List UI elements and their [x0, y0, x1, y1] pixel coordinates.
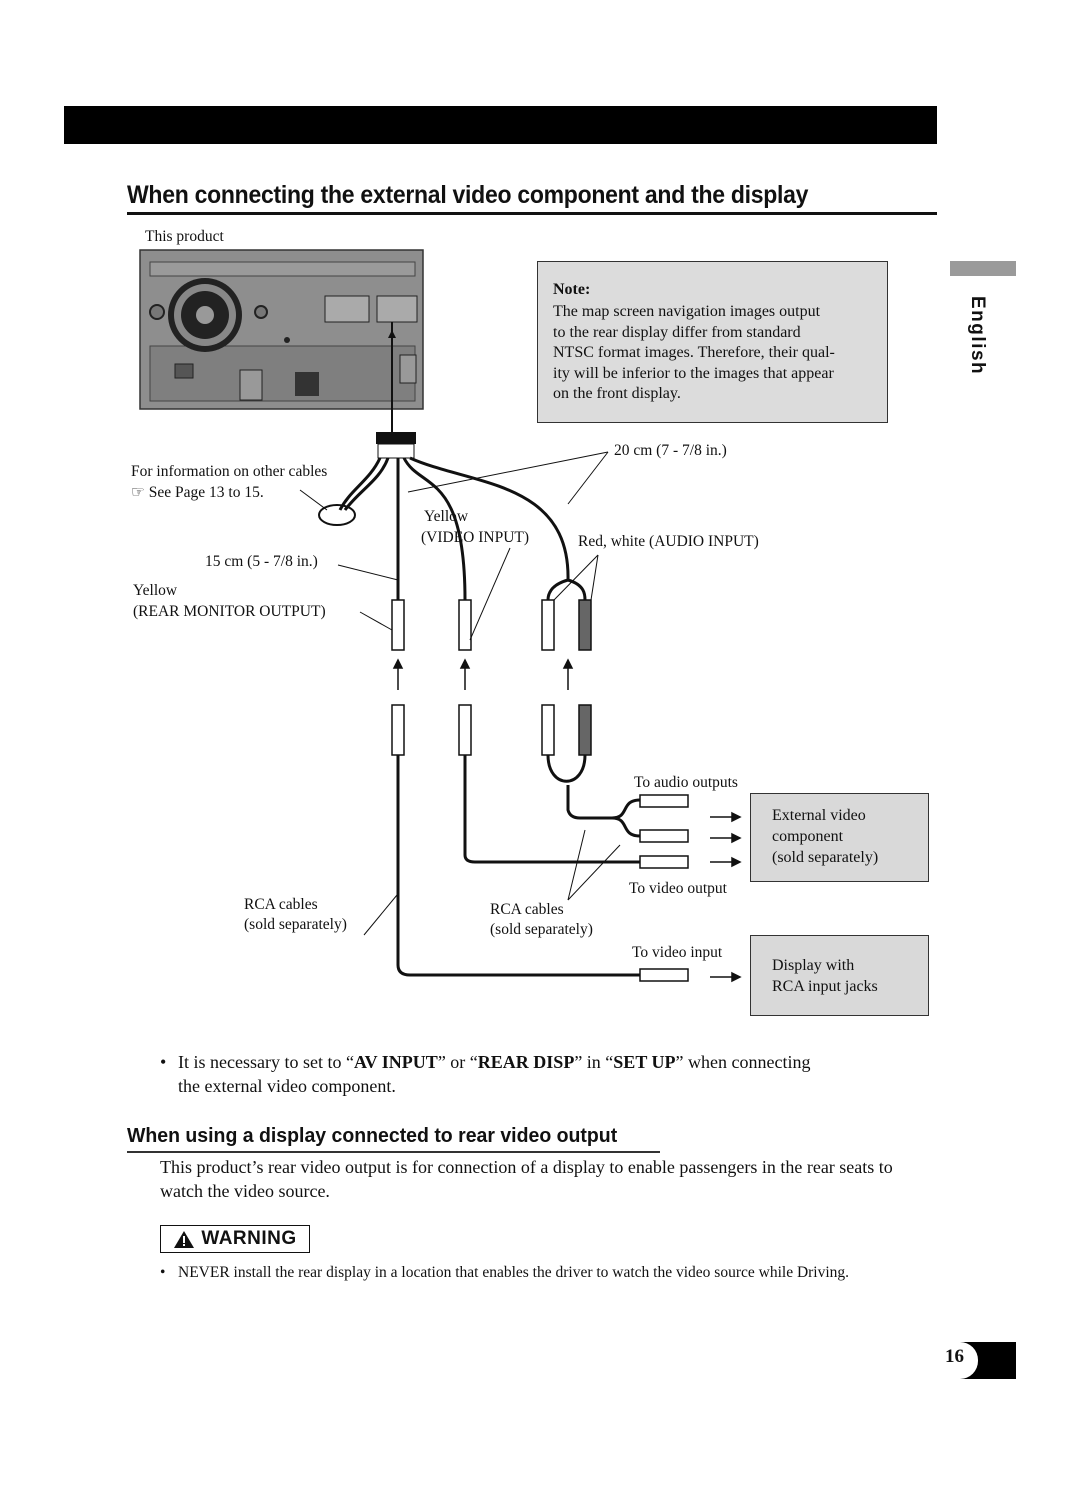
page-title: When connecting the external video component and the display [127, 181, 809, 209]
this-product-label: This product [145, 228, 224, 245]
other-cables-label: For information on other cables [131, 463, 328, 480]
video-input-color-label: Yellow [424, 508, 469, 525]
cable-length-15-label: 15 cm (5 - 7/8 in.) [205, 553, 318, 570]
warning-text: NEVER install the rear display in a location that enables the driver to watch the video source while Driving. [178, 1264, 850, 1281]
to-audio-outputs-label: To audio outputs [634, 774, 738, 791]
cable-length-20-label: 20 cm (7 - 7/8 in.) [614, 442, 727, 459]
page-number: 16 [945, 1346, 964, 1367]
section-title-rear-video: When using a display connected to rear video output [127, 1124, 618, 1147]
rear-monitor-label: (REAR MONITOR OUTPUT) [133, 603, 326, 620]
rear-video-paragraph: This product’s rear video output is for connection of a display to enable passengers in the rear seats to watch the video source. [160, 1157, 893, 1201]
language-label: English [967, 296, 988, 376]
bullet-dot: • [160, 1052, 167, 1072]
rca-cables-mid-label: RCA cables (sold separately) [490, 901, 593, 938]
to-video-input-label: To video input [632, 944, 723, 961]
rear-monitor-color-label: Yellow [133, 582, 178, 599]
warning-label: WARNING [160, 1225, 310, 1253]
head-unit-rear-panel [140, 250, 423, 409]
video-input-label: (VIDEO INPUT) [421, 529, 530, 546]
see-page-label: ☞ See Page 13 to 15. [131, 484, 264, 501]
display-box-text: Display with RCA input jacks [772, 957, 878, 995]
warning-icon [173, 1230, 195, 1249]
to-video-output-label: To video output [629, 880, 727, 897]
external-video-component-text: External video component (sold separately) [772, 807, 879, 866]
note-title: Note: [553, 281, 591, 298]
rca-cables-left-label: RCA cables (sold separately) [244, 896, 347, 933]
section-title-rule [127, 1151, 660, 1153]
warning-bullet-dot: • [160, 1264, 166, 1281]
bullet-av-input: It is necessary to set to “AV INPUT” or “REAR DISP” in “SET UP” when connecting the external video component. [178, 1052, 811, 1096]
note-text: The map screen navigation images output to the rear display differ from standard NTSC format images. Therefore, their qual- ity will be inferior to the images that appear on the front display. [553, 303, 835, 402]
audio-input-label: Red, white (AUDIO INPUT) [578, 533, 759, 550]
